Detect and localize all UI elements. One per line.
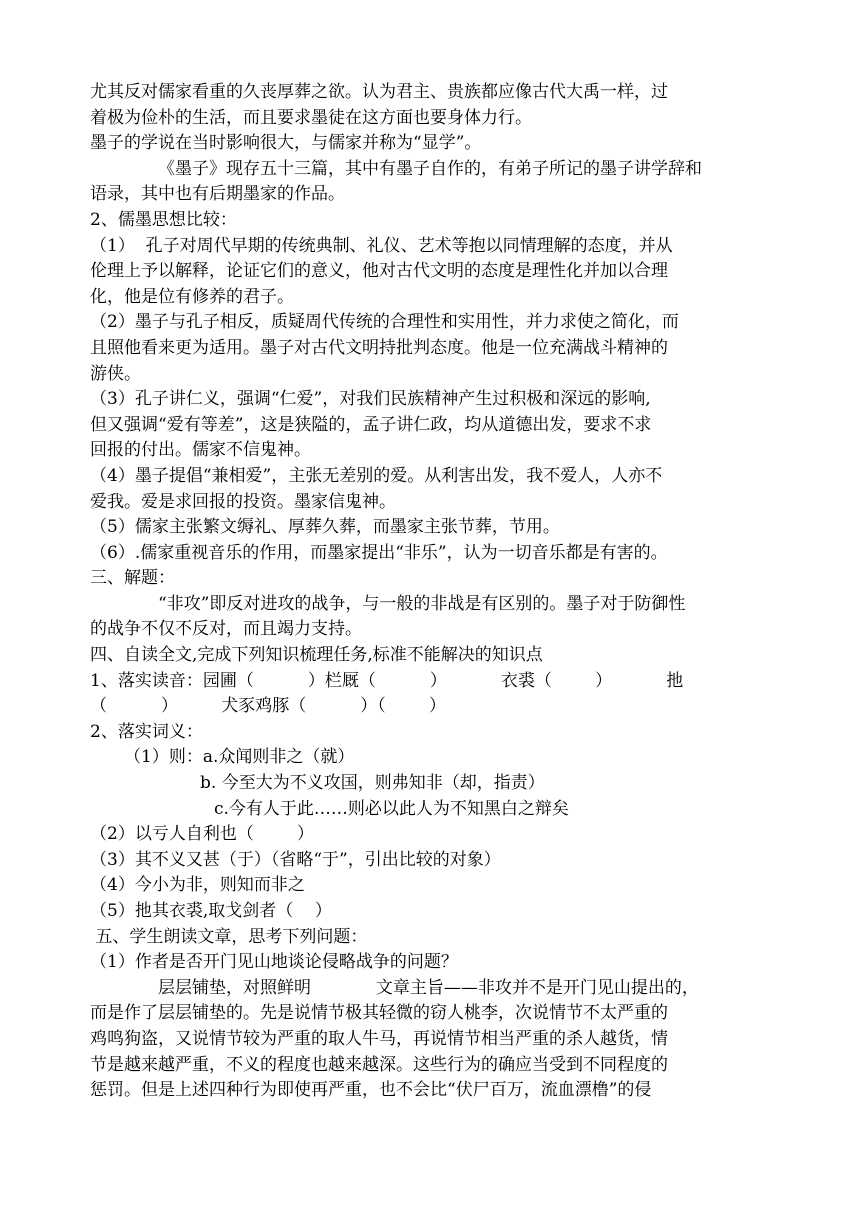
section-heading: 2、儒墨思想比较： — [90, 209, 237, 230]
text-line: （5）儒家主张繁文缛礼、厚葬久葬，而墨家主张节葬，节用。 — [90, 517, 560, 538]
document-page — [90, 80, 780, 1104]
text-line: 节是越来越严重，不义的程度也越来越深。这些行为的确应当受到不同程度的 — [90, 1054, 668, 1075]
text-line: 惩罚。但是上述四种行为即使再严重，也不会比“伏尸百万，流血漂橹”的侵 — [90, 1080, 652, 1101]
text-line: 且照他看来更为适用。墨子对古代文明持批判态度。他是一位充满战斗精神的 — [90, 337, 668, 358]
text-line: 层层铺垫，对照鲜明 文章主旨——非攻并不是开门见山提出的， — [158, 977, 699, 998]
text-line: （1）作者是否开门见山地谈论侵略战争的问题？ — [90, 952, 458, 973]
section-heading: 五、学生朗读文章，思考下列问题： — [90, 926, 368, 947]
section-heading: 四、自读全文,完成下列知识梳理任务,标准不能解决的知识点 — [90, 645, 543, 666]
text-line: （4）今小为非，则知而非之 — [90, 875, 305, 896]
text-line: 游侠。 — [90, 363, 141, 384]
text-line: 《墨子》现存五十三篇，其中有墨子自作的，有弟子所记的墨子讲学辞和 — [158, 158, 702, 179]
text-line: 1、落实读音：园圃（ ）栏厩（ ） 衣裘（ ） 扡 — [90, 670, 684, 691]
text-line: “非攻”即反对进攻的战争，与一般的非战是有区别的。墨子对于防御性 — [158, 593, 686, 614]
text-line: （3）其不义又甚（于）（省略“于”，引出比较的对象） — [90, 849, 501, 870]
text-line: 化，他是位有修养的君子。 — [90, 286, 294, 307]
text-line: 墨子的学说在当时影响很大，与儒家并称为“显学”。 — [90, 133, 482, 154]
text-line: b. 今至大为不义攻国，则弗知非（却，指责） — [200, 773, 545, 794]
text-line: 但又强调“爱有等差”，这是狭隘的，孟子讲仁政，均从道德出发，要求不求 — [90, 414, 652, 435]
text-line: （3）孔子讲仁义，强调“仁爱”，对我们民族精神产生过积极和深远的影响, — [90, 389, 651, 410]
text-line: 鸡鸣狗盗，又说情节较为严重的取人牛马，再说情节相当严重的杀人越货，情 — [90, 1028, 668, 1049]
text-line: 而是作了层层铺垫的。先是说情节极其轻微的窃人桃李，次说情节不太严重的 — [90, 1003, 668, 1024]
text-line: c.今有人于此……则必以此人为不知黑白之辩矣 — [214, 798, 569, 819]
text-line: （6）.儒家重视音乐的作用，而墨家提出“非乐”，认为一切音乐都是有害的。 — [90, 542, 668, 563]
section-heading: 2、落实词义： — [90, 721, 203, 742]
text-line: （ ） 犬豕鸡豚（ ）（ ） — [90, 696, 447, 717]
text-line: 伦理上予以解释，论证它们的意义，他对古代文明的态度是理性化并加以合理 — [90, 261, 668, 282]
text-line: （2）以亏人自利也（ ） — [90, 824, 315, 845]
text-line: 爱我。爱是求回报的投资。墨家信鬼神。 — [90, 491, 396, 512]
text-line: 语录，其中也有后期墨家的作品。 — [90, 184, 345, 205]
text-line: 回报的付出。儒家不信鬼神。 — [90, 440, 311, 461]
text-line: （5）扡其衣裘,取戈剑者（ ） — [90, 901, 332, 921]
section-heading: 三、解题： — [90, 568, 175, 589]
text-line: 着极为俭朴的生活，而且要求墨徒在这方面也要身体力行。 — [90, 107, 532, 128]
text-line: （1）则：a.众闻则非之（就） — [124, 747, 355, 768]
text-line: 的战争不仅不反对，而且竭力支持。 — [90, 619, 362, 640]
text-line: 尤其反对儒家看重的久丧厚葬之欲。认为君主、贵族都应像古代大禹一样，过 — [90, 82, 668, 102]
text-line: （2）墨子与孔子相反，质疑周代传统的合理性和实用性，并力求使之简化，而 — [90, 312, 679, 333]
text-line: （1） 孔子对周代早期的传统典制、礼仪、艺术等抱以同情理解的态度，并从 — [90, 235, 673, 256]
text-line: （4）墨子提倡“兼相爱”，主张无差别的爱。从利害出发，我不爱人，人亦不 — [90, 465, 663, 486]
